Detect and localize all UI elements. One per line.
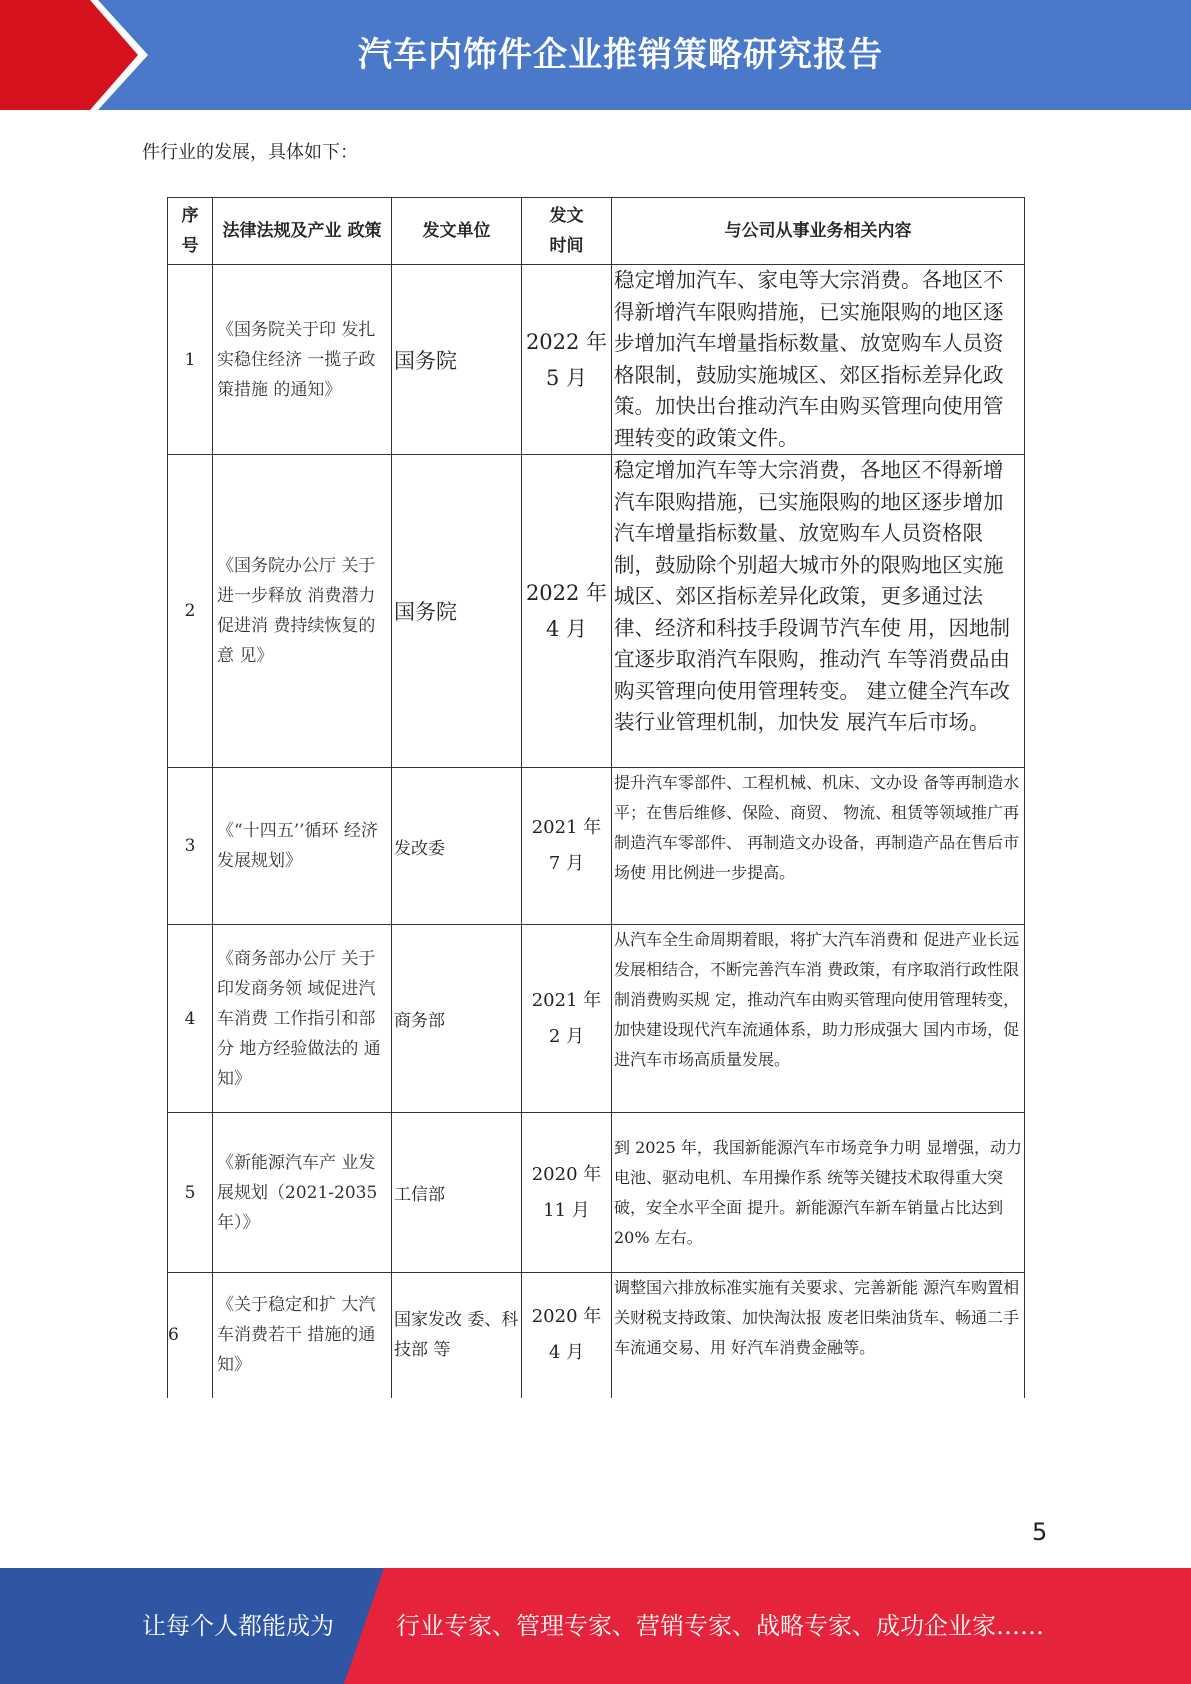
- row-date-year: 2022 年: [525, 329, 608, 354]
- row-content: 到 2025 年，我国新能源汽车市场竞争力明 显增强，动力电池、驱动电机、车用操作系 统等关键技术取得重大突破，安全水平全面 提升。新能源汽车新车销量占比达到 20% 左右。: [612, 1113, 1025, 1273]
- row-date-year: 2021 年: [531, 817, 602, 838]
- row-org: 国务院: [392, 455, 522, 768]
- row-law: 《国务院关于印 发扎实稳住经济 一揽子政策措施 的通知》: [213, 265, 392, 455]
- row-num: 3: [168, 768, 213, 925]
- header-num: 序号: [168, 198, 213, 265]
- row-org: 商务部: [392, 925, 522, 1113]
- row-date-month: 2 月: [548, 1025, 585, 1047]
- footer-slogan-left: 让每个人都能成为: [142, 1612, 334, 1640]
- header-law: 法律法规及产业 政策: [213, 198, 392, 265]
- page-number: 5: [1032, 1518, 1048, 1546]
- table-row: [168, 1273, 1025, 1398]
- row-content: 提升汽车零部件、工程机械、机床、文办设 备等再制造水平；在售后维修、保险、商贸、 物流、租赁等领域推广再制造汽车零部件、 再制造文办设备，再制造产品在售后市场使 用比例进一步提高。: [612, 768, 1025, 925]
- row-date-year: 2022 年: [525, 581, 608, 605]
- row-org: 国务院: [392, 265, 522, 455]
- row-date: [522, 1273, 612, 1398]
- header-content: 与公司从事业务相关内容: [612, 198, 1025, 265]
- row-date-year: 2021 年: [531, 989, 602, 1011]
- intro-text: 件行业的发展，具体如下：: [142, 142, 358, 163]
- row-org: 发改委: [392, 768, 522, 925]
- policy-table: [167, 197, 1025, 1398]
- header-title: 汽车内饰件企业推销策略研究报告: [358, 35, 883, 75]
- row-date: [522, 265, 612, 455]
- page-footer: [0, 1568, 1191, 1684]
- row-date-year: 2020 年: [531, 1306, 602, 1328]
- row-num: 4: [168, 925, 213, 1113]
- row-date-month: 11 月: [543, 1199, 590, 1221]
- footer-slogan-right: 行业专家、管理专家、营销专家、战略专家、成功企业家……: [396, 1612, 1044, 1640]
- header-date: 发文时间: [522, 198, 612, 265]
- row-content: 稳定增加汽车、家电等大宗消费。各地区不得新增汽车限购措施，已实施限购的地区逐步增加汽车增量指标数量、放宽购车人员资格限制，鼓励实施城区、郊区指标差异化政策。加快出台推动汽车由购买管理向使用管理转变的政策文件。: [612, 265, 1025, 455]
- row-content: 稳定增加汽车等大宗消费，各地区不得新增汽车限购措施，已实施限购的地区逐步增加汽车增量指标数量、放宽购车人员资格限制，鼓励除个别超大城市外的限购地区实施城区、郊区指标差异化政策，更多通过法律、经济和科技手段调节汽车使 用，因地制宜逐步取消汽车限购，推动汽 车等消费品由购买管理向使用管理转变。 建立健全汽车改装行业管理机制，加快发 展汽车后市场。: [612, 455, 1025, 768]
- table-row: [168, 925, 1025, 1113]
- row-date: [522, 925, 612, 1113]
- row-date: [522, 455, 612, 768]
- row-org: 工信部: [392, 1113, 522, 1273]
- header-org: 发文单位: [392, 198, 522, 265]
- row-date-month: 4 月: [545, 617, 588, 641]
- row-law: 《国务院办公厅 关于进一步释放 消费潜力促进消 费持续恢复的意 见》: [213, 455, 392, 768]
- row-num: 1: [168, 265, 213, 455]
- row-date-month: 5 月: [545, 365, 588, 390]
- row-date-month: 4 月: [548, 1342, 585, 1364]
- row-num: 6: [168, 1273, 213, 1398]
- row-law: 《新能源汽车产 业发展规划（2021-2035 年）》: [213, 1113, 392, 1273]
- table-header-row: [168, 198, 1025, 265]
- row-law: 《商务部办公厅 关于印发商务领 域促进汽车消费 工作指引和部分 地方经验做法的 通知》: [213, 925, 392, 1113]
- row-date-year: 2020 年: [531, 1163, 602, 1185]
- row-date: [522, 768, 612, 925]
- row-date: [522, 1113, 612, 1273]
- row-law: 《关于稳定和扩 大汽车消费若干 措施的通知》: [213, 1273, 392, 1398]
- row-num: 2: [168, 455, 213, 768]
- table-row: [168, 768, 1025, 925]
- row-content: 调整国六排放标准实施有关要求、完善新能 源汽车购置相关财税支持政策、加快淘汰报 废老旧柴油货车、畅通二手车流通交易、用 好汽车消费金融等。: [612, 1273, 1025, 1398]
- table-row: [168, 265, 1025, 455]
- row-law: 《“十四五’’循环 经济发展规划》: [213, 768, 392, 925]
- page-header: [0, 0, 1191, 110]
- table-row: [168, 1113, 1025, 1273]
- row-date-month: 7 月: [548, 853, 585, 874]
- table-row: [168, 455, 1025, 768]
- row-num: 5: [168, 1113, 213, 1273]
- row-content: 从汽车全生命周期着眼，将扩大汽车消费和 促进产业长远发展相结合，不断完善汽车消 费政策，有序取消行政性限制消费购买规 定，推动汽车由购买管理向使用管理转变， 加快建设现代汽车流通体系，助力形成强大 国内市场，促进汽车市场高质量发展。: [612, 925, 1025, 1113]
- row-org: 国家发改 委、科技部 等: [392, 1273, 522, 1398]
